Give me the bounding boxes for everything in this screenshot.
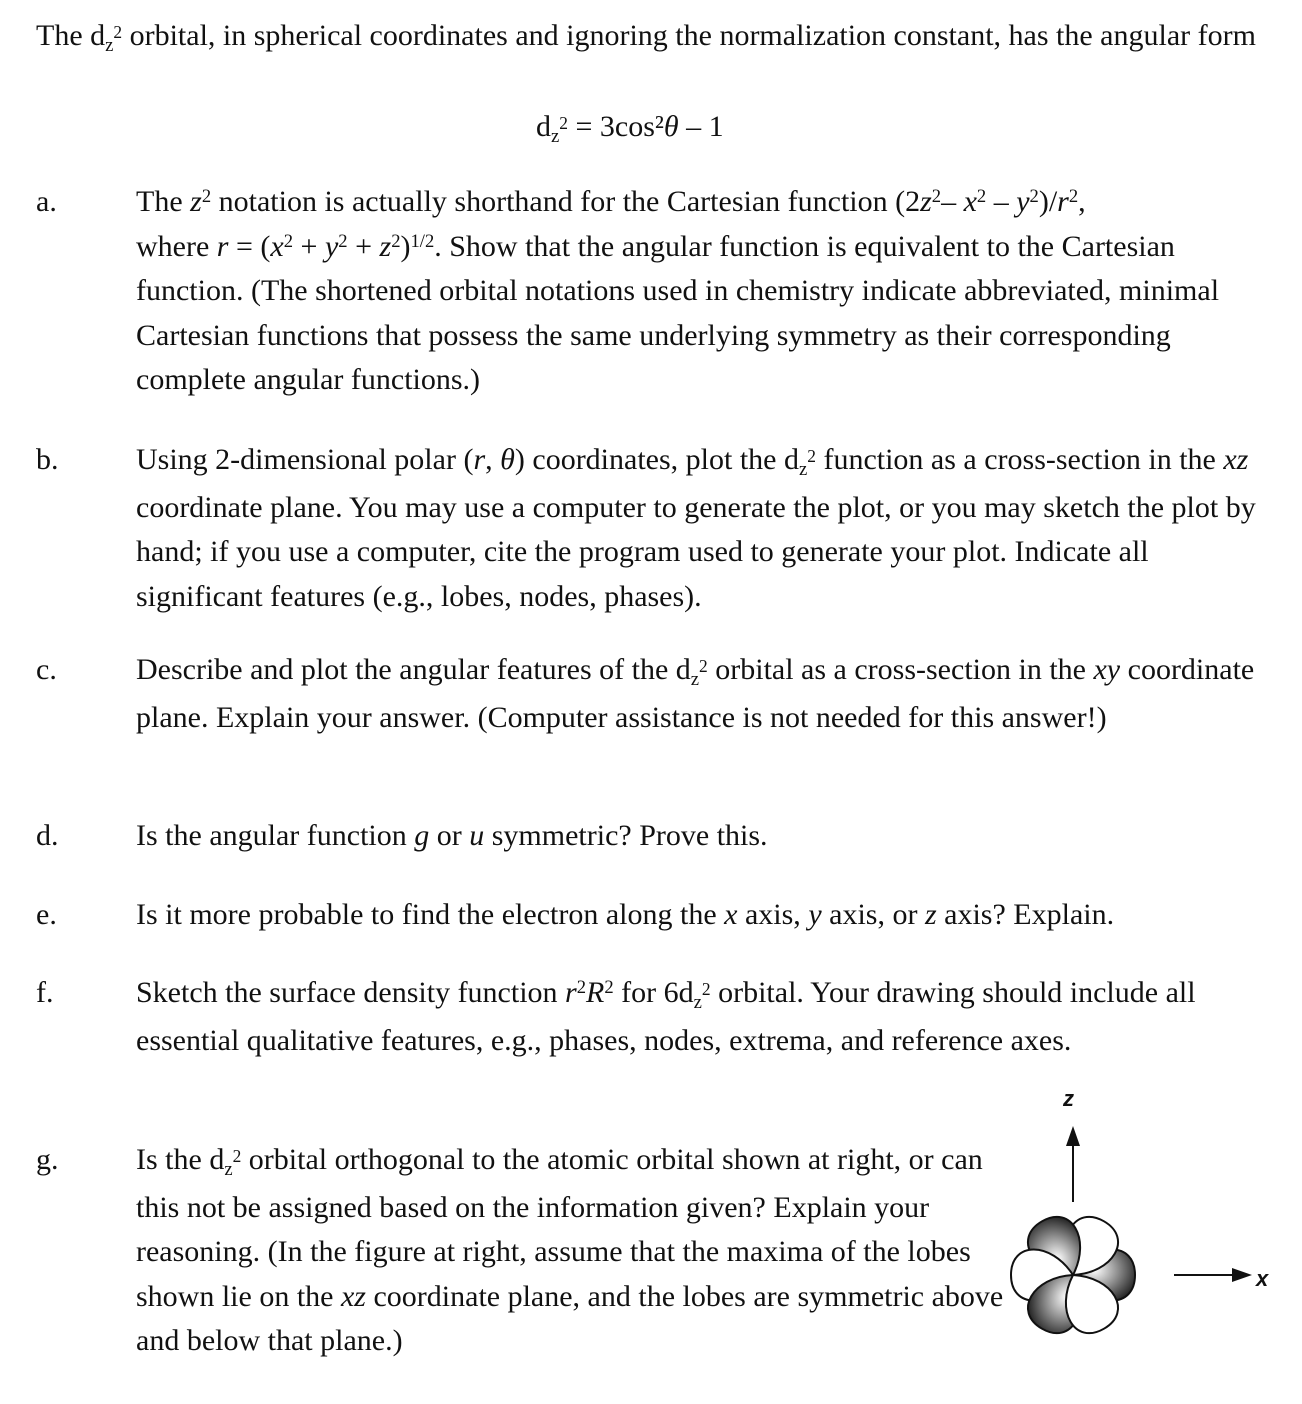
dz2-equation: $d_z^2 = 3\cos^2\theta - 1$ xyxy=(536,110,724,147)
question-e-text: Is it more probable to find the electron along the x axis, y axis, or z axis? Explain. xyxy=(136,898,1115,931)
question-g-text: Is the $d_z^2$ orbital orthogonal to the atomic orbital shown at right, or can this not be assigned based on the information given? Explain your reasoning. (In the figure at right, assume that the maxima of the lobes shown lie on the xz coordinate plane, and the lobes are symmetric above and below that plane.) xyxy=(136,1143,1004,1357)
orbital-diagram xyxy=(990,1080,1290,1380)
z-axis-label: z xyxy=(1063,1086,1074,1111)
orbital-figure xyxy=(990,1080,1290,1380)
question-label-a: a. xyxy=(36,185,57,218)
question-label-e: e. xyxy=(36,898,57,931)
question-label-f: f. xyxy=(36,976,54,1009)
question-label-d: d. xyxy=(36,819,59,852)
question-label-g: g. xyxy=(36,1143,59,1176)
question-label-c: c. xyxy=(36,653,57,686)
x-axis-label: x xyxy=(1256,1266,1269,1291)
intro-paragraph: The $d_z^2$ orbital, in spherical coordinates and ignoring the normalization constant, has the angular form xyxy=(36,19,1256,56)
question-c-text: Describe and plot the angular features of the $d_z^2$ orbital as a cross-section in the xy coordinate plane. Explain your answer. (Computer assistance is not needed for this answer!) xyxy=(136,653,1255,734)
question-f-text: Sketch the surface density function $r^2R^2$ for $6d_z^2$ orbital. Your drawing should include all essential qualitative features, e.g., phases, nodes, extrema, and reference axes. xyxy=(136,976,1196,1057)
question-a-text: The $z^2$ notation is actually shorthand for the Cartesian function ($2z^2-$ $x^2 - y^2)/r^2$, where $r = (x^2 + y^2 + z^2)^{1/2}$. Show that the angular function is equivalent to the Cartesian function. (The shortened orbital notations used in chemistry indicate abbreviated, minimal Cartesian functions that possess the same underlying symmetry as their corresponding complete angular functions.) xyxy=(136,185,1220,396)
question-d-text: Is the angular function g or u symmetric? Prove this. xyxy=(136,819,768,852)
x-axis-arrowhead xyxy=(1232,1268,1252,1282)
z-axis-arrowhead xyxy=(1066,1126,1080,1146)
question-b-text: Using 2-dimensional polar (r, θ) coordinates, plot the $d_z^2$ function as a cross-section in the xz coordinate plane. You may use a computer to generate the plot, or you may sketch the plot by hand; if you use a computer, cite the program used to generate your plot. Indicate all significant features (e.g., lobes, nodes, phases). xyxy=(136,443,1256,613)
question-label-b: b. xyxy=(36,443,59,476)
